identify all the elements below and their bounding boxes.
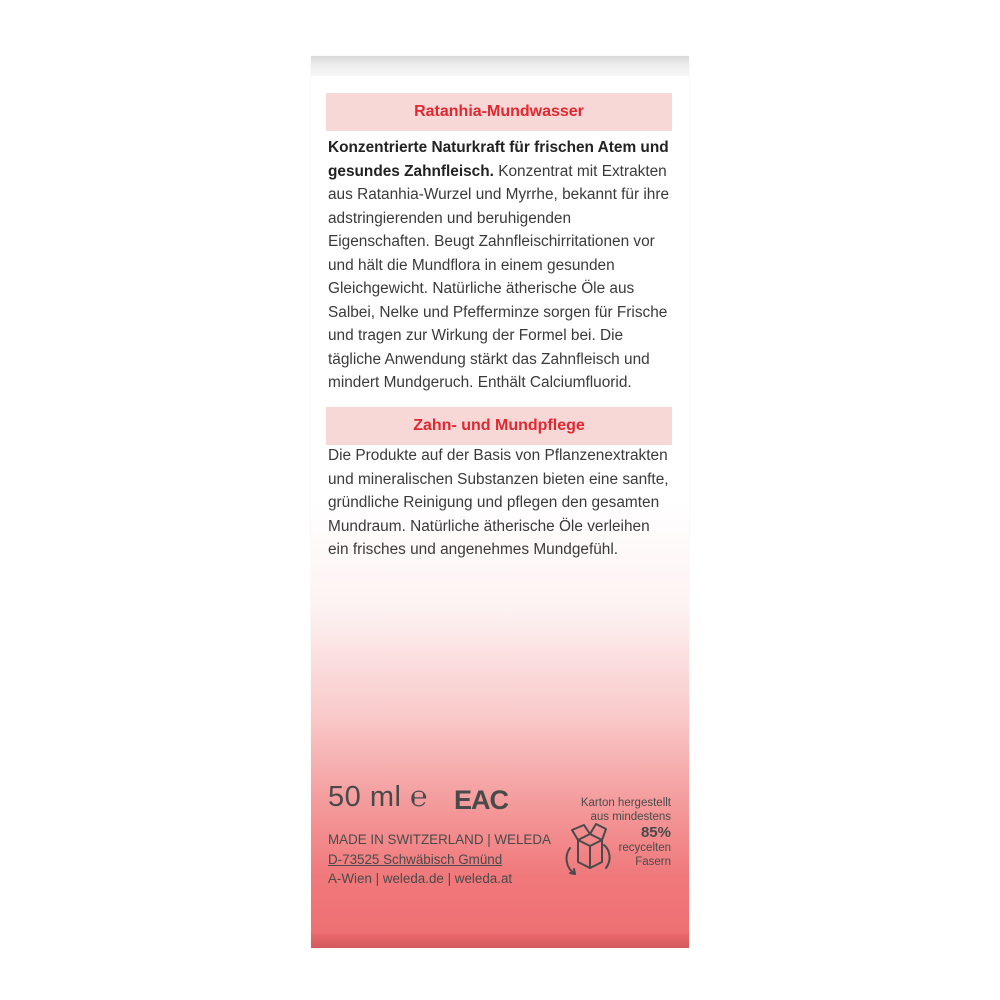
eac-mark: EAC	[454, 785, 509, 815]
recycle-percent: 85%	[640, 824, 671, 841]
section2-description	[328, 444, 673, 562]
section2-body: Die Produkte auf der Basis von Pflanzenextrakten und mineralischen Substanzen bieten eine sanfte, gründliche Reinigung und pflegen den gesamten Mundraum. Natürliche ätherische Öle verleihen ein frisches und angenehmes Mundgefühl.	[328, 447, 669, 558]
maker-line-3: A-Wien | weleda.de | weleda.at	[328, 871, 513, 886]
recycle-line-4: Fasern	[635, 856, 671, 868]
section1-body: Konzentrat mit Extrakten aus Ratanhia-Wurzel und Myrrhe, bekannt für ihre adstringierenden und beruhigenden Eigenschaften. Beugt Zahnfleischirritationen vor und hält die Mundflora in einem gesunden Gleichgewicht. Natürliche ätherische Öle aus Salbei, Nelke und Pfefferminze sorgen für Frische und tragen zur Wirkung der Formel bei. Die tägliche Anwendung stärkt das Zahnfleisch und mindert Mundgeruch. Enthält Calciumfluorid.	[328, 162, 670, 391]
recycle-line-3: recycelten	[618, 842, 671, 854]
section1-lead: Konzentrierte Naturkraft für frischen Atem und gesundes Zahnfleisch.	[328, 139, 669, 180]
volume-label: 50 ml ℮	[328, 781, 428, 813]
section-heading-ratanhia	[326, 93, 672, 131]
maker-line-1: MADE IN SWITZERLAND | WELEDA	[328, 832, 551, 847]
top-flap-edge	[311, 56, 689, 76]
recycling-note	[561, 796, 671, 869]
recycle-line-2: aus mindestens	[590, 811, 671, 823]
section-heading-zahnpflege	[326, 407, 672, 445]
package-back-panel	[311, 56, 689, 948]
section1-description	[328, 136, 673, 395]
bottom-flap-edge	[311, 934, 689, 948]
section1-heading-text: Ratanhia-Mundwasser	[414, 103, 584, 120]
manufacturer-info	[328, 830, 568, 889]
section2-heading-text: Zahn- und Mundpflege	[413, 417, 585, 434]
recycle-line-1: Karton hergestellt	[580, 797, 671, 809]
maker-line-2: D-73525 Schwäbisch Gmünd	[328, 851, 503, 867]
